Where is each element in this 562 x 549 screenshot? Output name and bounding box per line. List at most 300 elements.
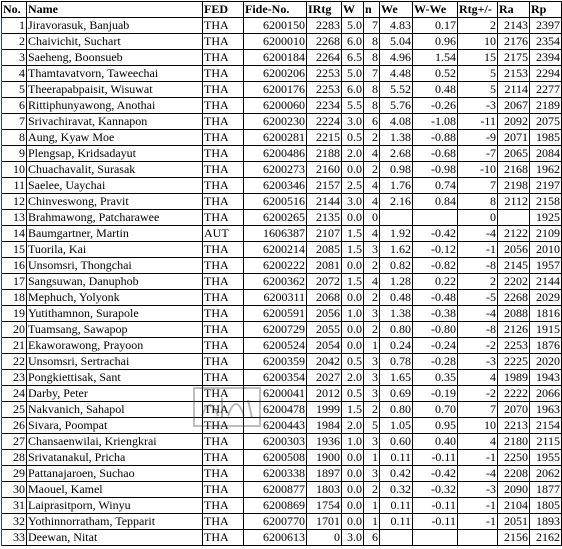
cell-ra: 2104	[498, 498, 530, 514]
cell-w-we: -0.82	[413, 258, 458, 274]
cell-fide-no: 6200206	[244, 66, 307, 82]
cell-ra	[498, 210, 530, 226]
cell-w: 0.0	[342, 498, 364, 514]
cell-irtg: 2234	[307, 98, 342, 114]
cell-n: 1	[364, 338, 380, 354]
cell-name: Deewan, Nitat	[27, 530, 203, 546]
cell-name: Chansaenwilai, Kriengkrai	[27, 434, 203, 450]
cell-irtg: 2268	[307, 34, 342, 50]
cell-rp: 2197	[530, 178, 562, 194]
cell-rtg-change: -8	[458, 322, 498, 338]
col-header-we: We	[380, 2, 413, 18]
cell-fed: THA	[203, 82, 244, 98]
table-row	[2, 274, 562, 290]
col-header-irtg: IRtg	[307, 2, 342, 18]
cell-irtg: 2081	[307, 258, 342, 274]
cell-rp: 1963	[530, 402, 562, 418]
cell-fed: THA	[203, 130, 244, 146]
cell-w-we: -0.24	[413, 338, 458, 354]
cell-we: 4.96	[380, 50, 413, 66]
cell-fide-no: 6200230	[244, 114, 307, 130]
cell-fide-no: 6200478	[244, 402, 307, 418]
cell-w-we: -0.48	[413, 290, 458, 306]
cell-irtg: 1936	[307, 434, 342, 450]
cell-we: 5.76	[380, 98, 413, 114]
cell-w-we: 0.48	[413, 82, 458, 98]
cell-irtg: 0	[307, 530, 342, 546]
cell-fide-no: 6200354	[244, 370, 307, 386]
cell-we: 1.62	[380, 242, 413, 258]
cell-fed: THA	[203, 18, 244, 34]
cell-fed: THA	[203, 498, 244, 514]
cell-rtg-change: 5	[458, 82, 498, 98]
cell-n: 6	[364, 530, 380, 546]
cell-no: 9	[2, 146, 27, 162]
col-header-ra: Ra	[498, 2, 530, 18]
cell-ra: 2056	[498, 242, 530, 258]
cell-irtg: 2188	[307, 146, 342, 162]
cell-fide-no: 1606387	[244, 226, 307, 242]
cell-w-we: -0.42	[413, 226, 458, 242]
rating-table	[1, 1, 562, 546]
cell-rtg-change: 2	[458, 274, 498, 290]
table-row	[2, 242, 562, 258]
cell-rp: 1925	[530, 210, 562, 226]
cell-rtg-change: -4	[458, 306, 498, 322]
cell-w-we: -1.08	[413, 114, 458, 130]
cell-fide-no: 6200591	[244, 306, 307, 322]
cell-w: 0.5	[342, 386, 364, 402]
cell-ra: 2122	[498, 226, 530, 242]
cell-no: 31	[2, 498, 27, 514]
cell-ra: 2180	[498, 434, 530, 450]
cell-no: 7	[2, 114, 27, 130]
table-row	[2, 146, 562, 162]
cell-rp: 2277	[530, 82, 562, 98]
cell-we: 1.38	[380, 130, 413, 146]
cell-w-we: -0.42	[413, 466, 458, 482]
cell-no: 27	[2, 434, 27, 450]
cell-no: 28	[2, 450, 27, 466]
cell-irtg: 2085	[307, 242, 342, 258]
cell-w: 1.0	[342, 306, 364, 322]
table-body	[2, 18, 562, 546]
cell-we: 0.80	[380, 402, 413, 418]
cell-rp: 2109	[530, 226, 562, 242]
cell-name: Unsomsri, Sertrachai	[27, 354, 203, 370]
cell-w: 1.0	[342, 434, 364, 450]
cell-name: Saelee, Uaychai	[27, 178, 203, 194]
cell-fide-no: 6200613	[244, 530, 307, 546]
cell-rtg-change: 7	[458, 178, 498, 194]
cell-ra: 2198	[498, 178, 530, 194]
cell-irtg: 2135	[307, 210, 342, 226]
cell-rtg-change	[458, 530, 498, 546]
col-header-w: W	[342, 2, 364, 18]
cell-name: Chuachavalit, Surasak	[27, 162, 203, 178]
cell-w: 1.5	[342, 242, 364, 258]
table-row	[2, 514, 562, 530]
cell-irtg: 2107	[307, 226, 342, 242]
cell-rp: 2144	[530, 274, 562, 290]
cell-no: 29	[2, 466, 27, 482]
cell-fed: THA	[203, 242, 244, 258]
col-header-no: No.	[2, 2, 27, 18]
cell-name: Unsomsri, Thongchai	[27, 258, 203, 274]
cell-ra: 2092	[498, 114, 530, 130]
cell-rp: 1816	[530, 306, 562, 322]
cell-irtg: 1999	[307, 402, 342, 418]
cell-rp: 2029	[530, 290, 562, 306]
col-header-rtg-change: Rtg+/-	[458, 2, 498, 18]
cell-fide-no: 6200222	[244, 258, 307, 274]
cell-rp: 1876	[530, 338, 562, 354]
col-header-fed: FED	[203, 2, 244, 18]
table-header-row	[2, 2, 562, 18]
table-row	[2, 466, 562, 482]
cell-name: Tuamsang, Sawapop	[27, 322, 203, 338]
cell-irtg: 2215	[307, 130, 342, 146]
cell-w: 6.5	[342, 50, 364, 66]
cell-w-we: 0.35	[413, 370, 458, 386]
cell-w-we	[413, 210, 458, 226]
cell-name: Sivara, Poompat	[27, 418, 203, 434]
cell-w: 5.5	[342, 98, 364, 114]
table-row	[2, 194, 562, 210]
cell-n: 1	[364, 498, 380, 514]
cell-ra: 2065	[498, 146, 530, 162]
cell-w-we: -0.88	[413, 130, 458, 146]
table-row	[2, 66, 562, 82]
table-row	[2, 482, 562, 498]
table-row	[2, 290, 562, 306]
col-header-w-we: W-We	[413, 2, 458, 18]
cell-rtg-change: -1	[458, 450, 498, 466]
cell-w-we: 0.95	[413, 418, 458, 434]
cell-we: 0.80	[380, 322, 413, 338]
cell-ra: 2071	[498, 130, 530, 146]
cell-ra: 2222	[498, 386, 530, 402]
table-row	[2, 434, 562, 450]
cell-w-we: 0.22	[413, 274, 458, 290]
cell-n: 8	[364, 50, 380, 66]
cell-w-we: 0.40	[413, 434, 458, 450]
cell-fide-no: 6200214	[244, 242, 307, 258]
cell-irtg: 2012	[307, 386, 342, 402]
cell-rp: 2020	[530, 354, 562, 370]
cell-fide-no: 6200041	[244, 386, 307, 402]
col-header-n: n	[364, 2, 380, 18]
cell-w: 3.0	[342, 194, 364, 210]
cell-w: 0.5	[342, 354, 364, 370]
cell-name: Chaivichit, Suchart	[27, 34, 203, 50]
cell-fide-no: 6200524	[244, 338, 307, 354]
cell-no: 25	[2, 402, 27, 418]
cell-rp: 1943	[530, 370, 562, 386]
cell-we: 0.48	[380, 290, 413, 306]
cell-w: 6.0	[342, 82, 364, 98]
cell-fed: THA	[203, 434, 244, 450]
table-row	[2, 226, 562, 242]
cell-we: 5.04	[380, 34, 413, 50]
cell-rtg-change: 5	[458, 66, 498, 82]
cell-fed: THA	[203, 450, 244, 466]
cell-w: 0.0	[342, 210, 364, 226]
cell-rtg-change: -2	[458, 338, 498, 354]
cell-n: 2	[364, 402, 380, 418]
cell-rtg-change: -1	[458, 514, 498, 530]
cell-w-we: -0.98	[413, 162, 458, 178]
table-row	[2, 18, 562, 34]
cell-w: 6.0	[342, 34, 364, 50]
cell-fed: THA	[203, 530, 244, 546]
cell-irtg: 2144	[307, 194, 342, 210]
table-row	[2, 114, 562, 130]
cell-rp: 1893	[530, 514, 562, 530]
cell-fed: THA	[203, 98, 244, 114]
cell-w: 0.0	[342, 258, 364, 274]
cell-we: 1.92	[380, 226, 413, 242]
cell-ra: 2176	[498, 34, 530, 50]
cell-n: 3	[364, 306, 380, 322]
cell-ra: 2253	[498, 338, 530, 354]
cell-fide-no: 6200516	[244, 194, 307, 210]
cell-ra: 2153	[498, 66, 530, 82]
cell-irtg: 2072	[307, 274, 342, 290]
cell-rtg-change: 7	[458, 402, 498, 418]
cell-w: 1.5	[342, 402, 364, 418]
cell-name: Thamtavatvorn, Taweechai	[27, 66, 203, 82]
table-row	[2, 498, 562, 514]
cell-w: 0.0	[342, 338, 364, 354]
cell-fed: THA	[203, 162, 244, 178]
cell-w: 1.5	[342, 274, 364, 290]
cell-w-we: -0.26	[413, 98, 458, 114]
cell-name: Pattanajaroen, Suchao	[27, 466, 203, 482]
cell-rtg-change: 2	[458, 18, 498, 34]
cell-ra: 2112	[498, 194, 530, 210]
table-row	[2, 354, 562, 370]
cell-irtg: 2027	[307, 370, 342, 386]
cell-n: 7	[364, 66, 380, 82]
table-row	[2, 50, 562, 66]
cell-no: 14	[2, 226, 27, 242]
cell-w-we: -0.11	[413, 498, 458, 514]
cell-we	[380, 530, 413, 546]
cell-name: Maouel, Kamel	[27, 482, 203, 498]
cell-no: 21	[2, 338, 27, 354]
cell-fide-no: 6200443	[244, 418, 307, 434]
cell-no: 16	[2, 258, 27, 274]
cell-fide-no: 6200060	[244, 98, 307, 114]
cell-fed: THA	[203, 114, 244, 130]
cell-rp: 2354	[530, 34, 562, 50]
cell-rtg-change: -9	[458, 130, 498, 146]
cell-rp: 1805	[530, 498, 562, 514]
cell-n: 4	[364, 226, 380, 242]
cell-ra: 2225	[498, 354, 530, 370]
cell-w-we: -0.68	[413, 146, 458, 162]
cell-name: Pongkiettisak, Sant	[27, 370, 203, 386]
cell-w: 0.0	[342, 514, 364, 530]
cell-name: Aung, Kyaw Moe	[27, 130, 203, 146]
table-row	[2, 530, 562, 546]
cell-irtg: 1900	[307, 450, 342, 466]
cell-n: 7	[364, 18, 380, 34]
cell-n: 2	[364, 482, 380, 498]
cell-w: 0.0	[342, 322, 364, 338]
cell-name: Srivachiravat, Kannapon	[27, 114, 203, 130]
cell-fed: THA	[203, 322, 244, 338]
cell-fed: THA	[203, 290, 244, 306]
cell-w: 2.0	[342, 146, 364, 162]
cell-ra: 2051	[498, 514, 530, 530]
cell-no: 33	[2, 530, 27, 546]
cell-no: 20	[2, 322, 27, 338]
cell-we: 0.69	[380, 386, 413, 402]
cell-fed: THA	[203, 178, 244, 194]
cell-ra: 2168	[498, 162, 530, 178]
cell-rtg-change: 10	[458, 418, 498, 434]
cell-n: 1	[364, 514, 380, 530]
cell-n: 8	[364, 82, 380, 98]
cell-n: 3	[364, 354, 380, 370]
cell-rp: 2115	[530, 434, 562, 450]
cell-w-we: -0.11	[413, 450, 458, 466]
cell-rp: 1957	[530, 258, 562, 274]
cell-fide-no: 6200311	[244, 290, 307, 306]
cell-irtg: 1803	[307, 482, 342, 498]
table-row	[2, 386, 562, 402]
cell-no: 17	[2, 274, 27, 290]
cell-rtg-change: -4	[458, 466, 498, 482]
cell-fed: THA	[203, 354, 244, 370]
cell-rp: 1915	[530, 322, 562, 338]
cell-we: 0.82	[380, 258, 413, 274]
cell-name: Tuorila, Kai	[27, 242, 203, 258]
cell-rp: 2154	[530, 418, 562, 434]
cell-we: 0.32	[380, 482, 413, 498]
cell-w: 5.0	[342, 18, 364, 34]
cell-no: 13	[2, 210, 27, 226]
cell-n: 2	[364, 322, 380, 338]
cell-fed: THA	[203, 194, 244, 210]
cell-rp: 2189	[530, 98, 562, 114]
cell-w: 2.0	[342, 370, 364, 386]
cell-fide-no: 6200338	[244, 466, 307, 482]
cell-w: 0.0	[342, 450, 364, 466]
col-header-rp: Rp	[530, 2, 562, 18]
cell-irtg: 1754	[307, 498, 342, 514]
cell-no: 19	[2, 306, 27, 322]
cell-no: 4	[2, 66, 27, 82]
cell-n: 8	[364, 98, 380, 114]
cell-w: 0.0	[342, 290, 364, 306]
cell-fide-no: 6200281	[244, 130, 307, 146]
cell-name: Yothinnorratham, Tepparit	[27, 514, 203, 530]
cell-rtg-change: 0	[458, 210, 498, 226]
cell-ra: 2145	[498, 258, 530, 274]
cell-no: 18	[2, 290, 27, 306]
cell-fide-no: 6200486	[244, 146, 307, 162]
cell-irtg: 2264	[307, 50, 342, 66]
cell-rp: 1962	[530, 162, 562, 178]
cell-fide-no: 6200346	[244, 178, 307, 194]
cell-w: 0.0	[342, 482, 364, 498]
cell-w-we: -0.32	[413, 482, 458, 498]
cell-rtg-change: -7	[458, 146, 498, 162]
cell-n: 4	[364, 146, 380, 162]
left-margin-rule	[1, 18, 2, 546]
cell-no: 30	[2, 482, 27, 498]
cell-w: 0.5	[342, 130, 364, 146]
cell-rtg-change: 15	[458, 50, 498, 66]
cell-we: 0.11	[380, 450, 413, 466]
cell-rp: 2010	[530, 242, 562, 258]
cell-name: Theerapabpaisit, Wisuwat	[27, 82, 203, 98]
cell-n: 1	[364, 450, 380, 466]
col-header-fide-no: Fide-No.	[244, 2, 307, 18]
cell-no: 24	[2, 386, 27, 402]
cell-no: 2	[2, 34, 27, 50]
cell-rtg-change: -1	[458, 498, 498, 514]
cell-rp: 2075	[530, 114, 562, 130]
cell-name: Laiprasitporn, Winyu	[27, 498, 203, 514]
cell-ra: 2070	[498, 402, 530, 418]
cell-we: 0.42	[380, 466, 413, 482]
cell-no: 26	[2, 418, 27, 434]
cell-no: 1	[2, 18, 27, 34]
cell-w: 5.0	[342, 66, 364, 82]
cell-irtg: 2157	[307, 178, 342, 194]
cell-we: 2.68	[380, 146, 413, 162]
cell-ra: 2268	[498, 290, 530, 306]
cell-w-we: 0.52	[413, 66, 458, 82]
cell-name: Plengsap, Kridsadayut	[27, 146, 203, 162]
cell-we: 0.24	[380, 338, 413, 354]
cell-w: 0.0	[342, 466, 364, 482]
cell-fide-no: 6200359	[244, 354, 307, 370]
table-row	[2, 402, 562, 418]
cell-n: 3	[364, 242, 380, 258]
cell-fide-no: 6200729	[244, 322, 307, 338]
table-row	[2, 82, 562, 98]
cell-n: 3	[364, 370, 380, 386]
cell-w-we: 1.54	[413, 50, 458, 66]
cell-we: 0.60	[380, 434, 413, 450]
cell-ra: 2143	[498, 18, 530, 34]
cell-fed: THA	[203, 210, 244, 226]
cell-rtg-change: 4	[458, 434, 498, 450]
cell-rp: 2397	[530, 18, 562, 34]
cell-n: 0	[364, 210, 380, 226]
cell-fed: THA	[203, 482, 244, 498]
cell-we: 0.11	[380, 514, 413, 530]
cell-w-we: 0.74	[413, 178, 458, 194]
cell-w-we: -0.19	[413, 386, 458, 402]
cell-n: 5	[364, 418, 380, 434]
cell-no: 10	[2, 162, 27, 178]
cell-w-we: -0.28	[413, 354, 458, 370]
cell-w: 1.5	[342, 226, 364, 242]
cell-ra: 2250	[498, 450, 530, 466]
cell-name: Srivatanakul, Pricha	[27, 450, 203, 466]
cell-fed: THA	[203, 338, 244, 354]
cell-no: 12	[2, 194, 27, 210]
col-header-name: Name	[27, 2, 203, 18]
cell-n: 3	[364, 434, 380, 450]
cell-irtg: 2054	[307, 338, 342, 354]
